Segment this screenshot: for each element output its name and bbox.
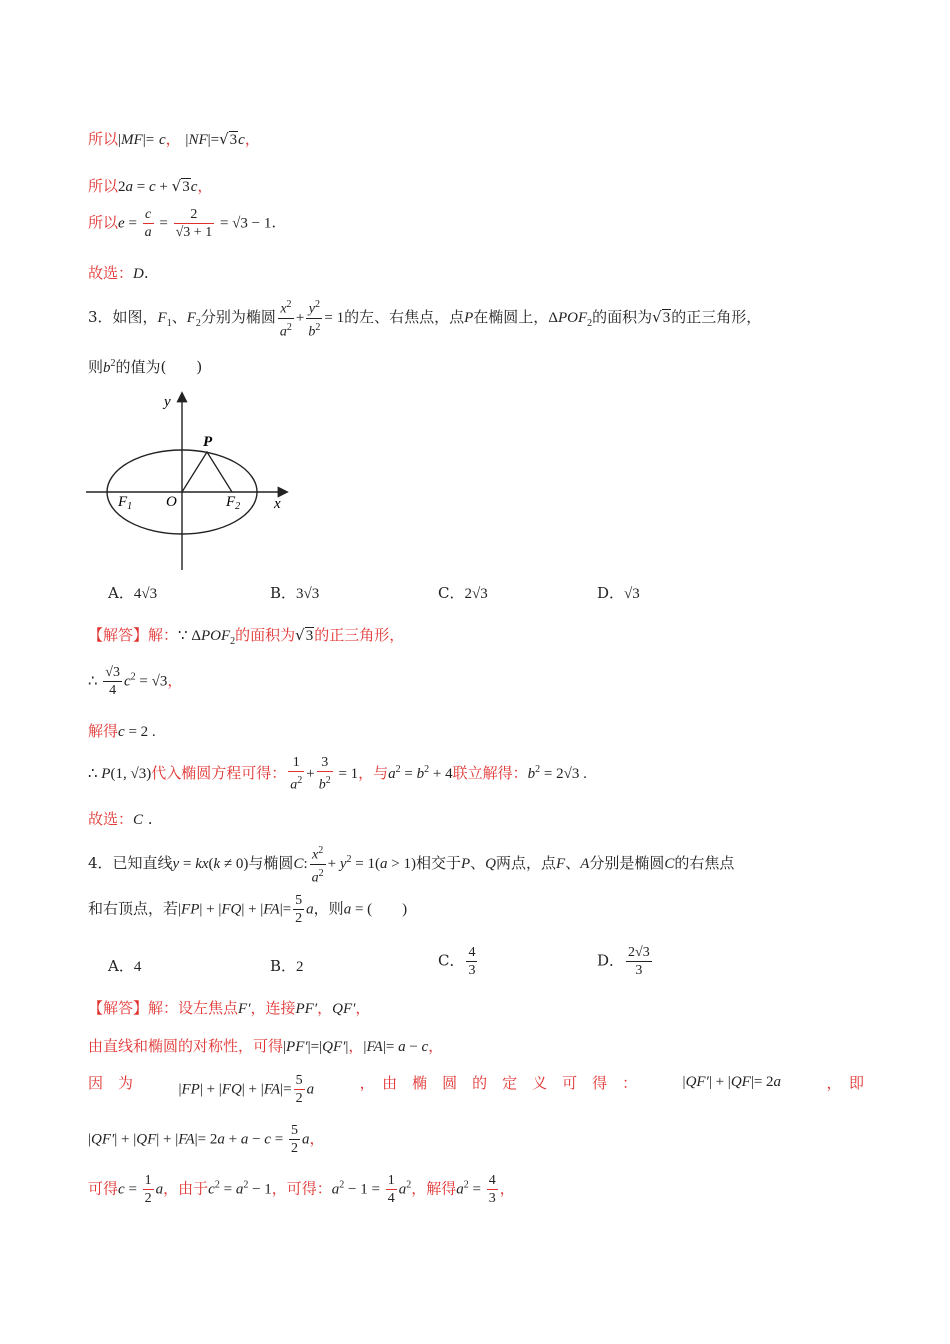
p-label: P — [203, 434, 213, 450]
x-label: x — [274, 496, 281, 512]
q4-solution-4: |QF′| + |QF| + |FA|= 2a + a − c = $\frac{5}{2}$ a， — [88, 1123, 325, 1156]
q3-solution-3: 解得c = 2 . — [88, 722, 156, 740]
answer-line-q2: 故选：D. — [88, 264, 149, 282]
q4-option-d[interactable]: D． $\frac{2√3}{3}$ — [597, 945, 650, 978]
f2-label: $F_2$ — [226, 494, 241, 512]
ellipse-figure — [86, 388, 296, 574]
answer-line-q3: 故选：C . — [88, 810, 153, 828]
solution-line-3: 所以e = $\frac{c}{a}$ = $\frac{2}{√3 + 1}$ = √3 − 1. — [88, 207, 277, 240]
q4-solution-2: 由直线和椭圆的对称性，可得|PF′|=|QF′|，|FA|= a − c， — [88, 1037, 444, 1055]
q4-option-c[interactable]: C． $\frac{4}{3}$ — [438, 945, 476, 978]
o-label: O — [166, 494, 177, 510]
question-4-stem-2: 和右顶点，若|FP| + |FQ| + |FA|= $\frac{5}{2}$ a，则a = ( ) — [88, 893, 408, 926]
question-4-stem: 4．已知直线y = kx(k ≠ 0)与椭圆C: $\frac{x^2}{a^2}$ + $y^2 = 1(a > 1)$相交于P、Q两点，点F、A分别是椭圆C的右焦点 — [88, 842, 734, 886]
q3-option-c[interactable]: C．2√3 — [438, 584, 488, 602]
solution-line-2: 所以2a = c + √3c， — [88, 177, 213, 195]
q3-solution-2: ∴ $\frac{√3}{4}$ $c^2 = √3$， — [88, 665, 183, 698]
question-3-stem-2: 则$b^2$的值为( ) — [88, 358, 203, 376]
q4-solution-3: 因 为 |FP| + |FQ| + |FA|= $\frac{5}{2}$ a ， 由 椭 圆 的 定 义 可 得 ： |QF′| + |QF|= 2a ， 即 — [88, 1073, 864, 1106]
question-3-stem: 3．如图，$F_1$、$F_2$分别为椭圆 $\frac{x^2}{a^2}$ + $\frac{y^2}{b^2}$ = 1的左、右焦点，点P在椭圆上，$\Delta POF_2$的面积为√3的正三角形， — [88, 296, 761, 340]
q4-option-b[interactable]: B．2 — [270, 957, 304, 975]
y-label: y — [164, 394, 171, 410]
f1-label: $F_1$ — [118, 494, 133, 512]
q3-option-a[interactable]: A．4√3 — [108, 584, 158, 602]
q4-option-a[interactable]: A．4 — [108, 957, 142, 975]
solution-line-1: 所以|MF|= c， |NF|=√3c， — [88, 130, 260, 148]
q3-solution-4: ∴ P(1, √3)代入椭圆方程可得： $\frac{1}{a^2}$ + $\frac{3}{b^2}$ = 1，与$a^2 = b^2 + 4$联立解得：$b^2 = 2√3$ . — [88, 755, 587, 793]
q4-solution-5: 可得c = $\frac{1}{2}$ a，由于$c^2 = a^2 - 1$，可得：$a^2 - 1$ = $\frac{1}{4}$ $a^2$，解得$a^2$ = $\frac{4}{3}$ ， — [88, 1173, 515, 1206]
q3-solution-1: 【解答】解：∵ $\Delta POF_2$的面积为√3的正三角形， — [88, 626, 405, 647]
q4-solution-1: 【解答】解：设左焦点F′，连接PF′，QF′， — [88, 999, 371, 1017]
q3-option-d[interactable]: D．√3 — [597, 584, 640, 602]
q3-option-b[interactable]: B．3√3 — [270, 584, 320, 602]
